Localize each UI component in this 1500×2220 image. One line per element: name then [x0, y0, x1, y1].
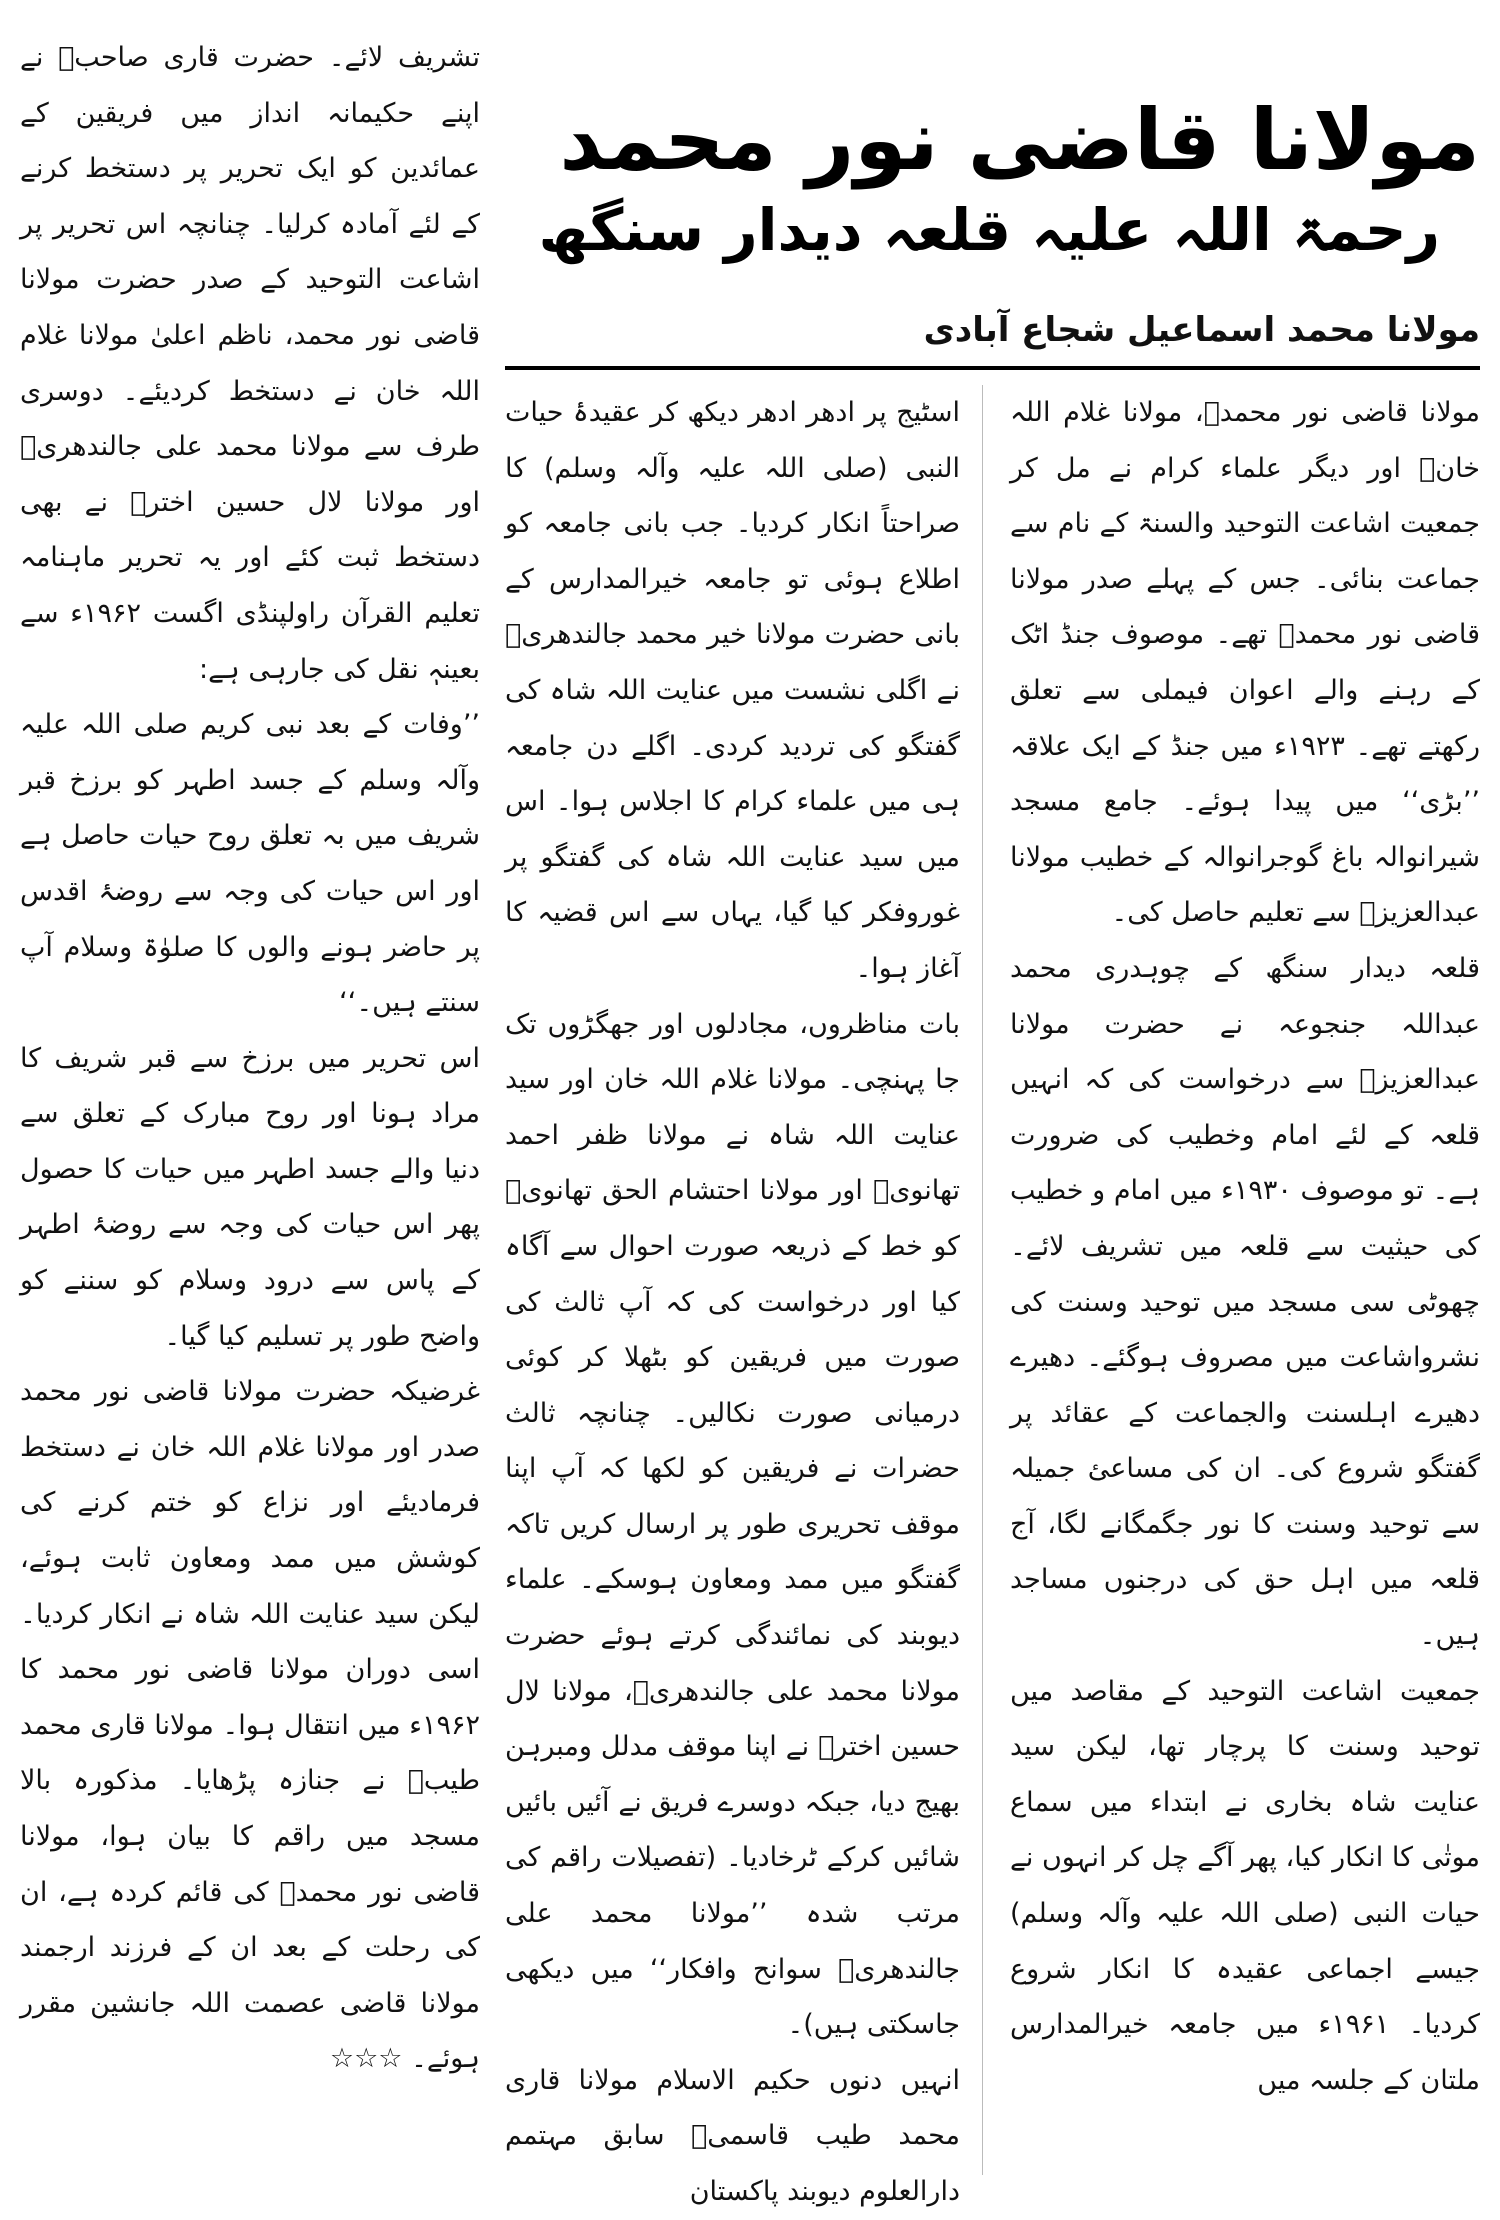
column-divider	[982, 385, 983, 2175]
article-title-sub: رحمۃ اللہ علیہ قلعہ دیدار سنگھ	[538, 196, 1440, 264]
column-paragraph: جمعیت اشاعت التوحید کے مقاصد میں توحید وسنت کا پرچار تھا، لیکن سید عنایت شاہ بخاری نے ابتداء میں سماع موتٰی کا انکار کیا، پھر آگے چل کر انہوں نے حیات النبی (صلی اللہ علیہ وآلہ وسلم) جیسے اجماعی عقیدہ کا انکار شروع کردیا۔ ۱۹۶۱ء میں جامعہ خیرالمدارس ملتان کے جلسہ میں	[1010, 1675, 1481, 2096]
column-paragraph: انہیں دنوں حکیم الاسلام مولانا قاری محمد طیب قاسمیؒ سابق مہتمم دارالعلوم دیوبند پاکستان	[505, 2064, 960, 2207]
article-column-3	[20, 30, 480, 2180]
article-title-main: مولانا قاضی نور محمد	[559, 91, 1480, 189]
article-title	[500, 90, 1480, 290]
column-paragraph: مولانا قاضی نور محمدؒ، مولانا غلام اللہ خانؒ اور دیگر علماء کرام نے مل کر جمعیت اشاعت التوحید والسنۃ کے نام سے جماعت بنائی۔ جس کے پہلے صدر مولانا قاضی نور محمدؒ تھے۔ موصوف جنڈ اٹک کے رہنے والے اعوان فیملی سے تعلق رکھتے تھے۔ ۱۹۲۳ء میں جنڈ کے ایک علاقہ ’’بڑی‘‘ میں پیدا ہوئے۔ جامع مسجد شیرانوالہ باغ گوجرانوالہ کے خطیب مولانا عبدالعزیزؒ سے تعلیم حاصل کی۔	[1010, 397, 1480, 929]
article-byline: مولانا محمد اسماعیل شجاع آبادی	[923, 310, 1480, 350]
column-paragraph: ’’وفات کے بعد نبی کریم صلی اللہ علیہ وآلہ وسلم کے جسد اطہر کو برزخ قبر شریف میں بہ تعلق روح حیات حاصل ہے اور اس حیات کی وجہ سے روضۂ اقدس پر حاضر ہونے والوں کا صلوٰۃ وسلام آپ سنتے ہیں۔‘‘	[20, 709, 480, 1019]
column-paragraph: بات مناظروں، مجادلوں اور جھگڑوں تک جا پہنچی۔ مولانا غلام اللہ خان اور سید عنایت اللہ شاہ نے مولانا ظفر احمد تھانویؒ اور مولانا احتشام الحق تھانویؒ کو خط کے ذریعہ صورت احوال سے آگاہ کیا اور درخواست کی کہ آپ ثالث کی صورت میں فریقین کو بٹھلا کر کوئی درمیانی صورت نکالیں۔ چنانچہ ثالث حضرات نے فریقین کو لکھا کہ آپ اپنا موقف تحریری طور پر ارسال کریں تاکہ گفتگو میں ممد ومعاون ہوسکے۔ علماء دیوبند کی نمائندگی کرتے ہوئے حضرت مولانا محمد علی جالندھریؒ، مولانا لال حسین اخترؒ نے اپنا موقف مدلل ومبرہن بھیج دیا، جبکہ دوسرے فریق نے آئیں بائیں شائیں کرکے ٹرخادیا۔ (تفصیلات راقم کی مرتب شدہ ’’مولانا محمد علی جالندھریؒ سوانح وافکار‘‘ میں دیکھی جاسکتی ہیں)۔	[505, 1008, 960, 2041]
byline-rule	[505, 366, 1480, 370]
column-paragraph: قلعہ دیدار سنگھ کے چوہدری محمد عبداللہ جنجوعہ نے حضرت مولانا عبدالعزیزؒ سے درخواست کی کہ انہیں قلعہ کے لئے امام وخطیب کی ضرورت ہے۔ تو موصوف ۱۹۳۰ء میں امام و خطیب کی حیثیت سے قلعہ میں تشریف لائے۔ چھوٹی سی مسجد میں توحید وسنت کی نشرواشاعت میں مصروف ہوگئے۔ دھیرے دھیرے اہلسنت والجماعت کے عقائد پر گفتگو شروع کی۔ ان کی مساعئ جمیلہ سے توحید وسنت کا نور جگمگانے لگا، آج قلعہ میں اہل حق کی درجنوں مساجد ہیں۔	[1010, 952, 1480, 1652]
column-paragraph: اسٹیج پر ادھر ادھر دیکھ کر عقیدۂ حیات النبی (صلی اللہ علیہ وآلہ وسلم) کا صراحتاً انکار کردیا۔ جب بانی جامعہ کو اطلاع ہوئی تو جامعہ خیرالمدارس کے بانی حضرت مولانا خیر محمد جالندھریؒ نے اگلی نشست میں عنایت اللہ شاہ کی گفتگو کی تردید کردی۔ اگلے دن جامعہ ہی میں علماء کرام کا اجلاس ہوا۔ اس میں سید عنایت اللہ شاہ کی گفتگو پر غوروفکر کیا گیا، یہاں سے اس قضیہ کا آغاز ہوا۔	[505, 397, 960, 984]
article-column-2	[505, 385, 960, 2207]
column-paragraph: اس تحریر میں برزخ سے قبر شریف کا مراد ہونا اور روح مبارک کے تعلق سے دنیا والے جسد اطہر میں حیات کا حصول پھر اس حیات کی وجہ سے روضۂ اطہر کے پاس سے درود وسلام کو سننے کو واضح طور پر تسلیم کیا گیا۔	[20, 1042, 480, 1352]
column-paragraph: تشریف لائے۔ حضرت قاری صاحبؒ نے اپنے حکیمانہ انداز میں فریقین کے عمائدین کو ایک تحریر پر دستخط کرنے کے لئے آمادہ کرلیا۔ چنانچہ اس تحریر پر اشاعت التوحید کے صدر حضرت مولانا قاضی نور محمد، ناظم اعلیٰ مولانا غلام اللہ خان نے دستخط کردیئے۔ دوسری طرف سے مولانا محمد علی جالندھریؒ اور مولانا لال حسین اخترؒ نے بھی دستخط ثبت کئے اور یہ تحریر ماہنامہ تعلیم القرآن راولپنڈی اگست ۱۹۶۲ء سے بعینہٖ نقل کی جارہی ہے:	[20, 42, 480, 685]
article-column-1	[1010, 385, 1480, 2185]
column-paragraph: غرضیکہ حضرت مولانا قاضی نور محمد صدر اور مولانا غلام اللہ خان نے دستخط فرمادیئے اور نزاع کو ختم کرنے کی کوشش میں ممد ومعاون ثابت ہوئے، لیکن سید عنایت اللہ شاہ نے انکار کردیا۔ اسی دوران مولانا قاضی نور محمد کا ۱۹۶۲ء میں انتقال ہوا۔ مولانا قاری محمد طیبؒ نے جنازہ پڑھایا۔ مذکورہ بالا مسجد میں راقم کا بیان ہوا، مولانا قاضی نور محمدؒ کی قائم کردہ ہے، ان کی رحلت کے بعد ان کے فرزند ارجمند مولانا قاضی عصمت اللہ جانشین مقرر ہوئے۔ ☆☆☆	[20, 1376, 480, 2075]
